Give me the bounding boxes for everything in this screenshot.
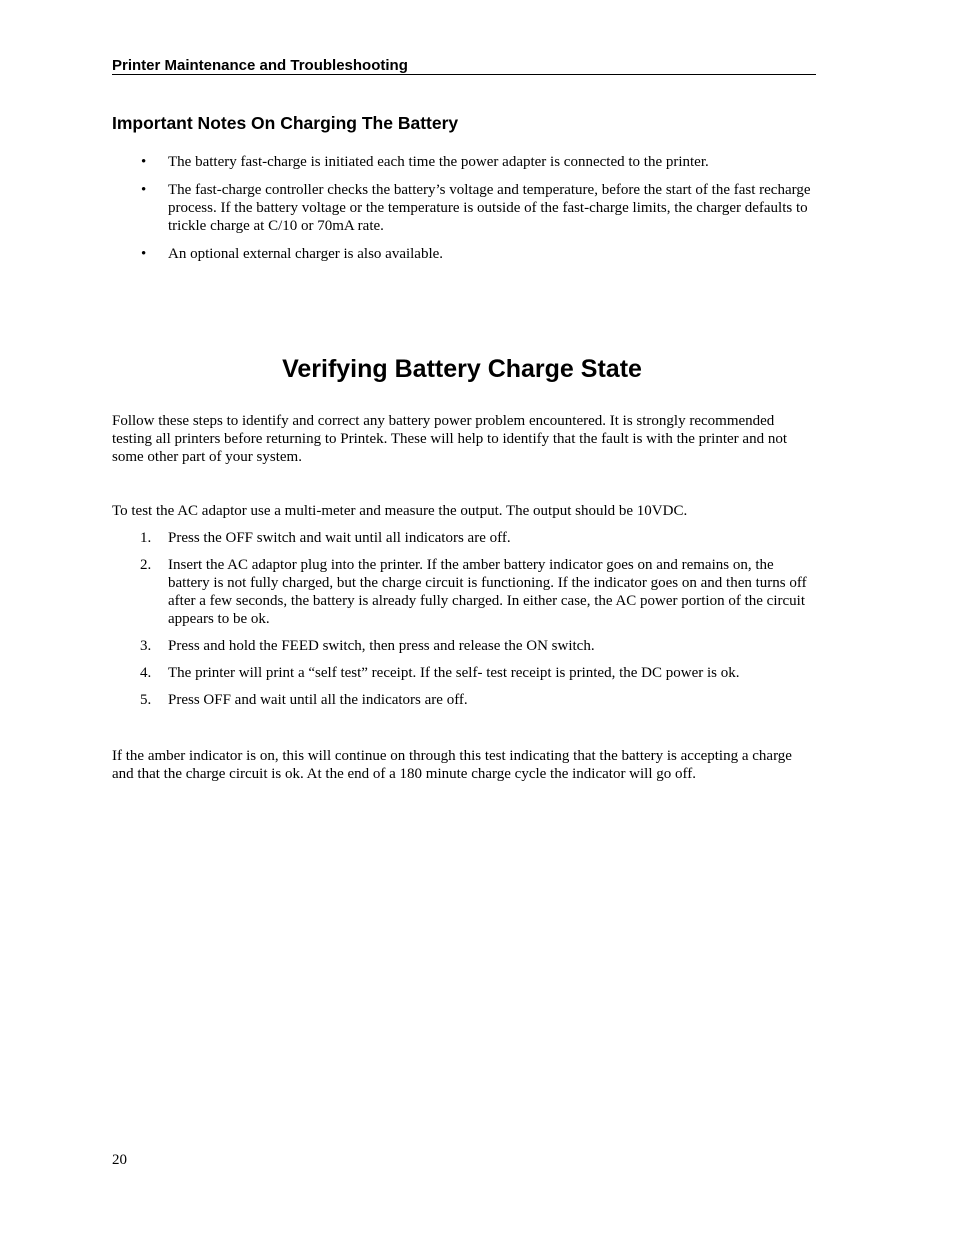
header-rule [112,74,816,75]
bullet-text: The battery fast-charge is initiated each time the power adapter is connected to the printer. [168,154,709,170]
step-number: 4. [140,665,152,681]
step-item [112,637,816,655]
step-item [112,664,816,682]
steps-list [112,529,816,709]
bullet-icon: • [141,182,147,198]
closing-paragraph: If the amber indicator is on, this will continue on through this test indicating that the battery is accepting a charge and that the charge circuit is ok. At the end of a 180 minute charge cycle the indicator will go off. [112,748,792,782]
step-text: Insert the AC adaptor plug into the printer. If the amber battery indicator goes on and remains on, the battery is not fully charged, but the charge circuit is functioning. If the indicator goes on and then turns off after a few seconds, the battery is already fully charged. In either case, the AC power portion of the circuit appears to be ok. [168,557,807,627]
ac-test-paragraph: To test the AC adaptor use a multi-meter and measure the output. The output should be 10VDC. [112,503,688,519]
notes-heading: Important Notes On Charging The Battery [112,113,459,133]
step-number: 3. [140,638,152,654]
step-number: 1. [140,530,152,546]
step-text: Press the OFF switch and wait until all indicators are off. [168,530,511,546]
step-number: 2. [140,557,152,573]
bullet-item [112,181,816,235]
section-title: Verifying Battery Charge State [282,355,642,383]
bullet-item [112,245,816,263]
bullet-text: The fast-charge controller checks the battery’s voltage and temperature, before the start of the fast recharge process. If the battery voltage or the temperature is outside of the fast-charge limits, the charger defaults to trickle charge at C/10 or 70mA rate. [168,182,811,234]
bullet-icon: • [141,246,147,262]
intro-paragraph: Follow these steps to identify and correct any battery power problem encountered. It is strongly recommended testing all printers before returning to Printek. These will help to identify that the fault is with the printer and not some other part of your system. [112,413,787,465]
step-item [112,556,816,628]
step-text: Press OFF and wait until all the indicators are off. [168,692,468,708]
step-text: Press and hold the FEED switch, then press and release the ON switch. [168,638,595,654]
notes-bullet-list [112,153,816,263]
running-header: Printer Maintenance and Troubleshooting [112,57,408,74]
bullet-text: An optional external charger is also available. [168,246,444,262]
step-text: The printer will print a “self test” receipt. If the self- test receipt is printed, the DC power is ok. [168,665,740,681]
step-number: 5. [140,692,152,708]
page-number: 20 [112,1152,127,1168]
step-item [112,691,816,709]
bullet-icon: • [141,154,147,170]
step-item [112,529,816,547]
bullet-item [112,153,816,171]
